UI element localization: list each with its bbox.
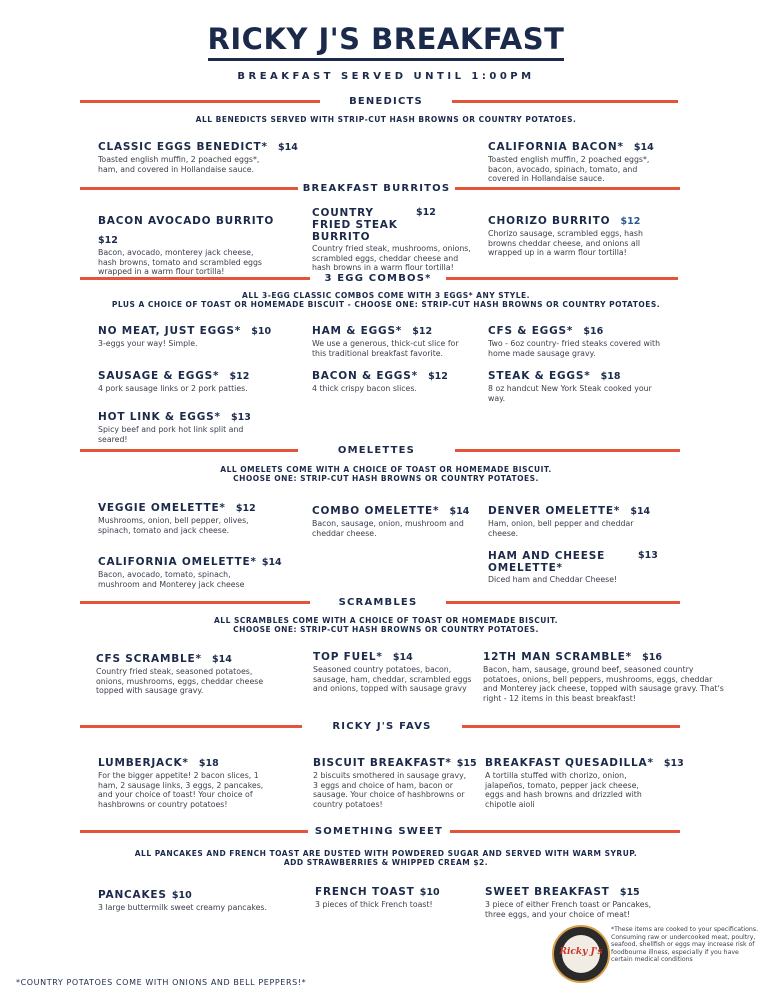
item-price: $18 xyxy=(600,371,621,382)
item-name: HAM AND CHEESE OMELETTE* xyxy=(488,550,606,574)
item-name: CFS SCRAMBLE* xyxy=(96,653,202,665)
restaurant-logo xyxy=(552,925,610,983)
menu-item xyxy=(98,550,298,589)
item-description: Toasted english muffin, 2 poached eggs*, ham, and covered in Hollandaise sauce. xyxy=(98,155,260,174)
menu-item xyxy=(98,405,298,444)
section-rule-right xyxy=(455,449,680,452)
section-title-scrambles: SCRAMBLES xyxy=(338,597,418,608)
item-name: CFS & EGGS* xyxy=(488,325,574,337)
item-price: $13 xyxy=(663,758,684,769)
item-price: $16 xyxy=(583,326,604,337)
item-price: $12 xyxy=(620,216,641,227)
item-description: Bacon, ham, sausage, ground beef, seasoned country potatoes, onions, bell peppers, mushrooms, eggs, cheddar and Monterey jack cheese, topped with sausage gravy. That's right - 12 items in this beast breakfast! xyxy=(483,665,724,703)
section-note: ALL PANCAKES AND FRENCH TOAST ARE DUSTED WITH POWDERED SUGAR AND SERVED WITH WARM SYRUP. xyxy=(134,849,638,858)
item-name: CHORIZO BURRITO xyxy=(488,215,611,227)
item-description: 8 oz handcut New York Steak cooked your way. xyxy=(488,384,652,403)
item-price: $14 xyxy=(261,557,282,568)
menu-item xyxy=(98,496,298,535)
item-description: For the bigger appetite! 2 bacon slices, 1 ham, 2 sausage links, 3 eggs, 2 pancakes, and your choice of toast! Your choice of hashbrowns or country potatoes! xyxy=(98,771,264,809)
item-name: STEAK & EGGS* xyxy=(488,370,591,382)
section-title-burritos: BREAKFAST BURRITOS xyxy=(302,183,451,194)
section-rule-left xyxy=(80,725,302,728)
menu-item xyxy=(485,880,675,919)
section-note: PLUS A CHOICE OF TOAST OR HOMEMADE BISCUIT - CHOOSE ONE: STRIP-CUT HASH BROWNS OR COUNTRY POTATOES. xyxy=(111,300,661,309)
section-rule-left xyxy=(80,100,320,103)
item-price: $14 xyxy=(277,142,298,153)
item-price: $12 xyxy=(229,371,250,382)
item-name: BACON & EGGS* xyxy=(312,370,418,382)
item-description: Bacon, sausage, onion, mushroom and cheddar cheese. xyxy=(312,519,464,538)
section-title-combos: 3 EGG COMBOS* xyxy=(324,273,432,284)
section-note: ADD STRAWBERRIES & WHIPPED CREAM $2. xyxy=(283,858,489,867)
menu-item xyxy=(312,364,482,394)
item-name: CALIFORNIA BACON* xyxy=(488,141,624,153)
section-rule-right xyxy=(446,601,680,604)
section-rule-left xyxy=(80,277,310,280)
item-description: Bacon, avocado, tomato, spinach, mushroom and Monterey jack cheese xyxy=(98,570,245,589)
item-price: $13 xyxy=(638,550,658,561)
item-name: SWEET BREAKFAST xyxy=(485,886,610,898)
item-description: Country fried steak, mushrooms, onions, scrambled eggs, cheddar cheese and hash browns in a warm flour tortilla! xyxy=(312,244,471,273)
menu-item xyxy=(485,751,715,809)
section-title-omelettes: OMELETTES xyxy=(337,445,416,456)
menu-item xyxy=(98,883,298,913)
item-price: $12 xyxy=(412,326,433,337)
section-note: ALL OMELETS COME WITH A CHOICE OF TOAST OR HOMEMADE BISCUIT. xyxy=(220,465,552,474)
section-rule-right xyxy=(455,187,680,190)
item-price: $14 xyxy=(449,506,470,517)
item-name: NO MEAT, JUST EGGS* xyxy=(98,325,242,337)
menu-item xyxy=(98,319,298,349)
menu-item xyxy=(98,209,298,277)
item-name: COUNTRY FRIED STEAK BURRITO xyxy=(312,207,398,243)
menu-item xyxy=(488,135,688,184)
menu-item xyxy=(98,135,298,174)
item-description: Two - 6oz country- fried steaks covered with home made sausage gravy. xyxy=(488,339,661,358)
section-rule-left xyxy=(80,187,298,190)
item-name: HAM & EGGS* xyxy=(312,325,403,337)
page-title xyxy=(0,22,772,56)
item-name: PANCAKES xyxy=(98,889,167,901)
item-price: $12 xyxy=(235,503,256,514)
health-disclaimer: *These items are cooked to your specifications. Consuming raw or undercooked meat, poultry, seafood, shellfish or eggs may increase risk of foodbourne illness, especially if you have certain medical conditions xyxy=(611,926,759,964)
item-name: FRENCH TOAST xyxy=(315,886,415,898)
item-description: 2 biscuits smothered in sausage gravy, 3 eggs and choice of ham, bacon or sausage. Your choice of hashbrowns or country potatoes! xyxy=(313,771,467,809)
menu-item xyxy=(313,645,478,694)
item-name: BISCUIT BREAKFAST* xyxy=(313,757,452,769)
item-description: Toasted english muffin, 2 poached eggs*, bacon, avocado, spinach, tomato, and covered in Hollandaise sauce. xyxy=(488,155,650,184)
section-rule-right xyxy=(452,100,678,103)
menu-item xyxy=(488,319,688,358)
logo-text: Ricky J's xyxy=(559,947,603,957)
item-description: Diced ham and Cheddar Cheese! xyxy=(488,575,618,584)
item-description: 3 piece of either French toast or Pancakes, three eggs, and your choice of meat! xyxy=(485,900,652,919)
item-price: $16 xyxy=(642,652,662,663)
item-price: $10 xyxy=(251,326,272,337)
menu-item xyxy=(483,645,733,703)
menu-item xyxy=(98,751,298,809)
section-note: ALL BENEDICTS SERVED WITH STRIP-CUT HASH BROWNS OR COUNTRY POTATOES. xyxy=(195,115,577,124)
item-name: BACON AVOCADO BURRITO xyxy=(98,215,275,227)
item-price: $14 xyxy=(630,506,651,517)
footer-note: *COUNTRY POTATOES COME WITH ONIONS AND BELL PEPPERS!* xyxy=(16,978,307,987)
section-note: ALL 3-EGG CLASSIC COMBOS COME WITH 3 EGGS* ANY STYLE. xyxy=(242,291,530,300)
section-rule-left xyxy=(80,601,310,604)
item-price: $12 xyxy=(428,371,448,382)
item-description: Seasoned country potatoes, bacon, sausage, ham, cheddar, scrambled eggs and onions, topped with sausage gravy xyxy=(313,665,472,694)
item-price: $14 xyxy=(633,142,654,153)
menu-item xyxy=(96,647,296,696)
menu-item xyxy=(315,880,475,910)
menu-item xyxy=(488,209,688,258)
item-price: $15 xyxy=(456,758,477,769)
menu-item xyxy=(312,207,482,273)
item-price: $13 xyxy=(230,412,251,423)
menu-item xyxy=(488,550,688,585)
item-price: $12 xyxy=(416,207,436,218)
item-description: 3-eggs your way! Simple. xyxy=(98,339,198,348)
section-title-benedicts: BENEDICTS xyxy=(349,96,423,107)
section-note: CHOOSE ONE: STRIP-CUT HASH BROWNS OR COUNTRY POTATOES. xyxy=(233,625,539,634)
item-description: A tortilla stuffed with chorizo, onion, jalapeños, tomato, pepper jack cheese, eggs and hash browns and drizzled with chipotle aioli xyxy=(485,771,642,809)
item-price: $10 xyxy=(419,887,440,898)
item-description: 4 thick crispy bacon slices. xyxy=(312,384,417,393)
item-description: 3 pieces of thick French toast! xyxy=(315,900,433,909)
section-title-sweet: SOMETHING SWEET xyxy=(314,826,444,837)
section-rule-left xyxy=(80,830,308,833)
item-name: SAUSAGE & EGGS* xyxy=(98,370,220,382)
page-subtitle: BREAKFAST SERVED UNTIL 1:00PM xyxy=(237,71,535,82)
item-description: We use a generous, thick-cut slice for this traditional breakfast favorite. xyxy=(312,339,459,358)
item-description: Ham, onion, bell pepper and cheddar cheese. xyxy=(488,519,634,538)
section-title-favs: RICKY J'S FAVS xyxy=(332,721,432,732)
item-price: $10 xyxy=(171,890,192,901)
item-price: $15 xyxy=(619,887,640,898)
item-price: $12 xyxy=(98,235,118,246)
item-description: Country fried steak, seasoned potatoes, onions, mushrooms, eggs, cheddar cheese topped with sausage gravy. xyxy=(96,667,264,696)
item-price: $14 xyxy=(211,654,232,665)
item-description: Bacon, avocado, monterey jack cheese, hash browns, tomato and scrambled eggs wrapped in a warm flour tortilla! xyxy=(98,248,262,277)
item-description: 4 pork sausage links or 2 pork patties. xyxy=(98,384,248,393)
item-description: Chorizo sausage, scrambled eggs, hash browns cheddar cheese, and onions all wrapped up in a warm flour tortilla! xyxy=(488,229,643,258)
menu-item xyxy=(488,499,688,538)
section-note: CHOOSE ONE: STRIP-CUT HASH BROWNS OR COUNTRY POTATOES. xyxy=(233,474,539,483)
section-rule-right xyxy=(446,277,678,280)
section-rule-left xyxy=(80,449,298,452)
item-name: TOP FUEL* xyxy=(313,651,383,663)
item-description: 3 large buttermilk sweet creamy pancakes. xyxy=(98,903,267,912)
item-description: Mushrooms, onion, bell pepper, olives, spinach, tomato and jack cheese. xyxy=(98,516,249,535)
item-price: $18 xyxy=(198,758,219,769)
menu-item xyxy=(313,751,483,809)
item-name: CLASSIC EGGS BENEDICT* xyxy=(98,141,268,153)
section-rule-right xyxy=(450,830,680,833)
item-name: BREAKFAST QUESADILLA* xyxy=(485,757,654,769)
section-rule-right xyxy=(462,725,680,728)
menu-item xyxy=(312,499,482,538)
item-name: LUMBERJACK* xyxy=(98,757,189,769)
item-name: HOT LINK & EGGS* xyxy=(98,411,221,423)
menu-item xyxy=(488,364,688,403)
item-name: VEGGIE OMELETTE* xyxy=(98,502,226,514)
item-description: Spicy beef and pork hot link split and seared! xyxy=(98,425,244,444)
item-name: CALIFORNIA OMELETTE* xyxy=(98,556,257,568)
page-title-text: RICKY J'S BREAKFAST xyxy=(208,22,565,61)
item-name: DENVER OMELETTE* xyxy=(488,505,621,517)
item-price: $14 xyxy=(392,652,413,663)
item-name: 12TH MAN SCRAMBLE* xyxy=(483,651,632,663)
menu-item xyxy=(98,364,298,394)
section-note: ALL SCRAMBLES COME WITH A CHOICE OF TOAST OR HOMEMADE BISCUIT. xyxy=(214,616,558,625)
menu-item xyxy=(312,319,482,358)
item-name: COMBO OMELETTE* xyxy=(312,505,440,517)
